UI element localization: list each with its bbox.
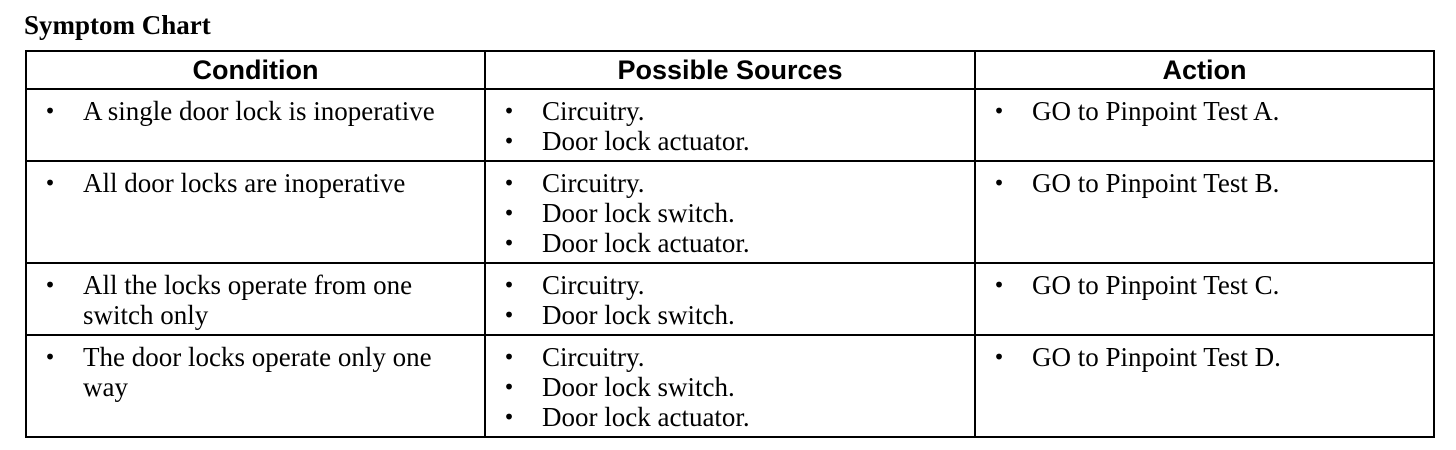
condition-cell [26, 263, 485, 335]
list-item [494, 126, 966, 156]
source-text: Door lock actuator. [542, 228, 750, 258]
condition-text: A single door lock is inoperative [83, 96, 435, 126]
list-item [494, 228, 966, 258]
source-text: Circuitry. [542, 342, 645, 372]
bullet-icon: • [503, 375, 515, 399]
bullet-icon: • [44, 99, 56, 123]
chart-title: Symptom Chart [24, 10, 211, 40]
action-cell [975, 335, 1434, 437]
action-cell [975, 161, 1434, 263]
action-cell [975, 89, 1434, 161]
action-text: GO to Pinpoint Test B. [1032, 168, 1280, 198]
list-item [984, 168, 1425, 198]
action-text: GO to Pinpoint Test D. [1032, 342, 1281, 372]
bullet-icon: • [503, 345, 515, 369]
table-row [26, 161, 1434, 263]
bullet-icon: • [503, 129, 515, 153]
bullet-icon: • [993, 171, 1005, 195]
sources-cell [485, 335, 975, 437]
list-item [984, 96, 1425, 126]
condition-cell [26, 335, 485, 437]
list-item [494, 270, 966, 300]
source-text: Door lock actuator. [542, 126, 750, 156]
bullet-icon: • [503, 201, 515, 225]
list-item [494, 96, 966, 126]
bullet-icon: • [993, 273, 1005, 297]
condition-cell [26, 161, 485, 263]
source-text: Circuitry. [542, 168, 645, 198]
list-item [984, 270, 1425, 300]
source-text: Circuitry. [542, 96, 645, 126]
action-text: GO to Pinpoint Test C. [1032, 270, 1280, 300]
table-row [26, 335, 1434, 437]
table-row [26, 263, 1434, 335]
list-item [494, 372, 966, 402]
source-text: Door lock switch. [542, 300, 735, 330]
bullet-icon: • [503, 303, 515, 327]
header-possible-sources: Possible Sources [485, 51, 975, 89]
bullet-icon: • [503, 231, 515, 255]
sources-cell [485, 161, 975, 263]
source-text: Door lock switch. [542, 372, 735, 402]
bullet-icon: • [44, 171, 56, 195]
header-condition: Condition [26, 51, 485, 89]
symptom-chart-table [25, 50, 1435, 438]
list-item [35, 342, 476, 402]
condition-text: All door locks are inoperative [83, 168, 406, 198]
condition-text: The door locks operate only one way [83, 342, 432, 402]
list-item [494, 300, 966, 330]
list-item [35, 168, 476, 198]
bullet-icon: • [503, 171, 515, 195]
sources-cell [485, 263, 975, 335]
table-header-row [26, 51, 1434, 89]
condition-text: All the locks operate from one switch only [83, 270, 413, 330]
bullet-icon: • [993, 345, 1005, 369]
action-cell [975, 263, 1434, 335]
list-item [494, 168, 966, 198]
list-item [494, 342, 966, 372]
table-row [26, 89, 1434, 161]
list-item [35, 96, 476, 126]
list-item [494, 402, 966, 432]
header-action: Action [975, 51, 1434, 89]
list-item [494, 198, 966, 228]
bullet-icon: • [993, 99, 1005, 123]
source-text: Door lock switch. [542, 198, 735, 228]
bullet-icon: • [503, 405, 515, 429]
bullet-icon: • [44, 345, 56, 369]
condition-cell [26, 89, 485, 161]
bullet-icon: • [44, 273, 56, 297]
list-item [35, 270, 476, 330]
source-text: Door lock actuator. [542, 402, 750, 432]
bullet-icon: • [503, 99, 515, 123]
bullet-icon: • [503, 273, 515, 297]
sources-cell [485, 89, 975, 161]
action-text: GO to Pinpoint Test A. [1032, 96, 1280, 126]
source-text: Circuitry. [542, 270, 645, 300]
list-item [984, 342, 1425, 372]
